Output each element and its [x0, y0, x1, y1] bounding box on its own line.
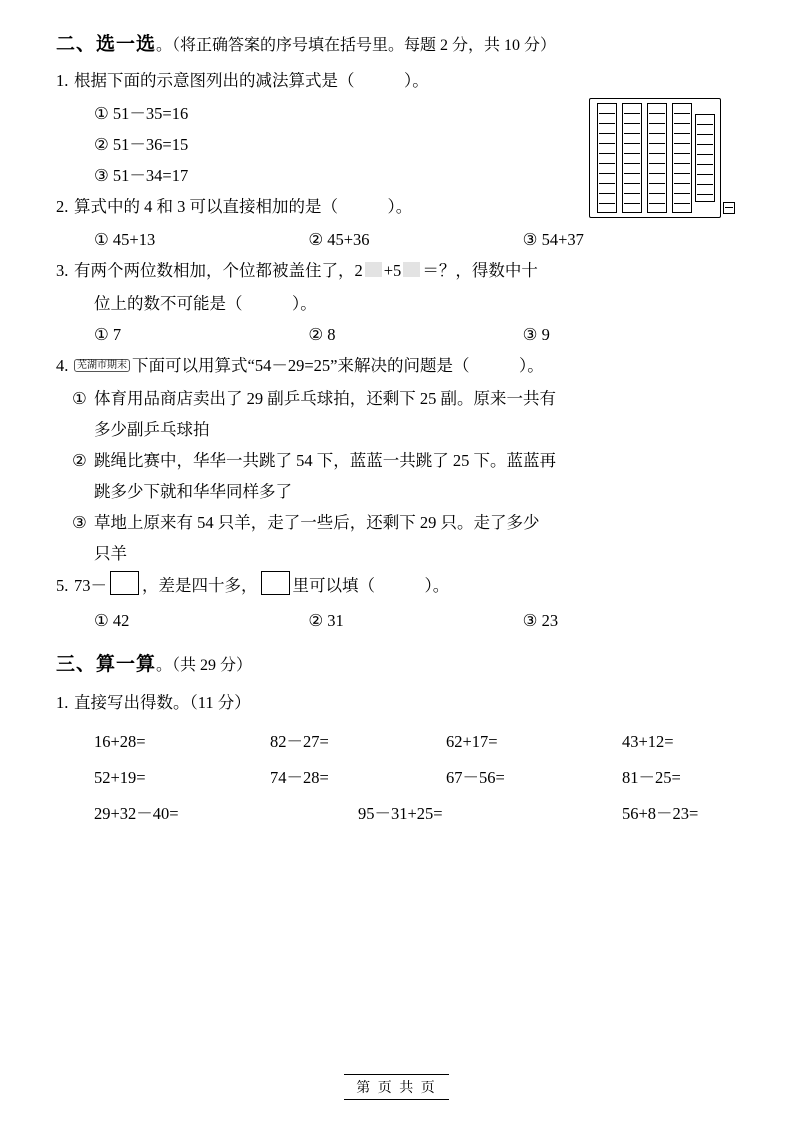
- calc-item[interactable]: 29+32－40=: [94, 804, 179, 823]
- section-heading-3: [56, 650, 737, 681]
- question-5-options: [56, 605, 737, 636]
- answer-box-2[interactable]: [261, 571, 290, 595]
- question-4-option-2-line2: 跳多少下就和华华同样多了: [94, 482, 292, 501]
- question-4-option-2[interactable]: [56, 445, 737, 476]
- question-2-text: 算式中的 4 和 3 可以直接相加的是（ ）。: [74, 197, 413, 216]
- question-3-text-part3: ＝？，得数中十: [422, 261, 538, 280]
- question-5-option-1[interactable]: ① 42: [94, 611, 130, 630]
- bundle-5: [695, 114, 715, 202]
- question-1-option-2[interactable]: ② 51－36=15: [94, 135, 189, 154]
- question-1-option-1[interactable]: ① 51－35=16: [94, 104, 189, 123]
- question-3-text-part1: 有两个两位数相加，个位都被盖住了，2: [74, 261, 363, 280]
- question-6-number: 1.: [56, 693, 69, 712]
- question-4-number: 4.: [56, 356, 69, 375]
- question-3-number: 3.: [56, 261, 69, 280]
- calc-item[interactable]: 67－56=: [446, 768, 505, 787]
- question-2-option-2[interactable]: ② 45+36: [308, 230, 370, 249]
- calc-item[interactable]: 62+17=: [446, 732, 498, 751]
- question-5-option-2[interactable]: ② 31: [308, 611, 344, 630]
- question-5-option-3[interactable]: ③ 23: [522, 611, 559, 630]
- calc-item[interactable]: 95－31+25=: [358, 804, 443, 823]
- question-4-option-3[interactable]: [56, 507, 737, 538]
- question-3-text-part2: +5: [383, 261, 402, 280]
- question-1-text: 根据下面的示意图列出的减法算式是（ ）。: [74, 71, 429, 90]
- question-5-number: 5.: [56, 576, 69, 595]
- question-4-option-1[interactable]: [56, 383, 737, 414]
- page-footer: [0, 1074, 793, 1100]
- question-6-text: 直接写出得数。（11 分）: [74, 693, 251, 712]
- question-5-text-part3: 里可以填（ ）。: [292, 576, 450, 595]
- question-1-number: 1.: [56, 71, 69, 90]
- question-3-text-line2: 位上的数不可能是（ ）。: [94, 294, 317, 313]
- question-3: [56, 255, 737, 286]
- question-4-option-1-line2: 多少副乒乓球拍: [94, 420, 210, 439]
- calculation-row-2: [56, 760, 737, 796]
- question-5-text-part1: 73－: [74, 576, 107, 595]
- question-1-option-3[interactable]: ③ 51－34=17: [94, 166, 189, 185]
- calculation-row-1: [56, 724, 737, 760]
- question-1: [56, 65, 737, 96]
- calc-item[interactable]: 74－28=: [270, 768, 329, 787]
- section-2-title: 二、选一选: [56, 34, 157, 55]
- calc-item[interactable]: 81－25=: [622, 768, 681, 787]
- question-5-text-part2: ，差是四十多，: [142, 576, 258, 595]
- question-5: [56, 569, 737, 603]
- question-3-option-1[interactable]: ① 7: [94, 325, 122, 344]
- section-2-note: 。（将正确答案的序号填在括号里。每题 2 分，共 10 分）: [156, 37, 557, 54]
- calc-item[interactable]: 82－27=: [270, 732, 329, 751]
- question-2: [56, 191, 737, 222]
- calc-item[interactable]: 43+12=: [622, 732, 674, 751]
- question-4-option-2-marker: ②: [72, 451, 87, 470]
- section-heading-2: [56, 30, 737, 61]
- question-4-option-1-line1: 体育用品商店卖出了 29 副乒乓球拍，还剩下 25 副。原来一共有: [94, 389, 556, 408]
- question-3-option-2[interactable]: ② 8: [308, 325, 336, 344]
- question-4-option-3-marker: ③: [72, 513, 87, 532]
- question-4-option-3-line1: 草地上原来有 54 只羊，走了一些后，还剩下 29 只。走了多少: [94, 513, 540, 532]
- question-4-option-3-line2: 只羊: [94, 544, 127, 563]
- question-3-options: [56, 319, 737, 350]
- question-4: [56, 350, 737, 381]
- question-4-option-1-marker: ①: [72, 389, 87, 408]
- question-2-option-1[interactable]: ① 45+13: [94, 230, 156, 249]
- question-3-option-3[interactable]: ③ 9: [522, 325, 550, 344]
- source-tag: 芜湖市期末: [74, 359, 130, 372]
- question-2-number: 2.: [56, 197, 69, 216]
- question-6: [56, 687, 737, 718]
- covered-digit-box-1: [365, 262, 382, 277]
- page-number-label: 第 页 共 页: [344, 1074, 449, 1100]
- calc-item[interactable]: 56+8－23=: [622, 804, 699, 823]
- section-3-title: 三、算一算: [56, 654, 157, 675]
- answer-box-1[interactable]: [110, 571, 139, 595]
- calc-item[interactable]: 52+19=: [94, 768, 146, 787]
- covered-digit-box-2: [403, 262, 420, 277]
- question-2-option-3[interactable]: ③ 54+37: [522, 230, 584, 249]
- section-3-note: 。（共 29 分）: [156, 657, 253, 674]
- calc-item[interactable]: 16+28=: [94, 732, 146, 751]
- question-4-option-2-line1: 跳绳比赛中，华华一共跳了 54 下，蓝蓝一共跳了 25 下。蓝蓝再: [94, 451, 556, 470]
- question-4-text: 下面可以用算式“54－29=25”来解决的问题是（ ）。: [132, 356, 544, 375]
- calculation-row-3: [56, 796, 737, 832]
